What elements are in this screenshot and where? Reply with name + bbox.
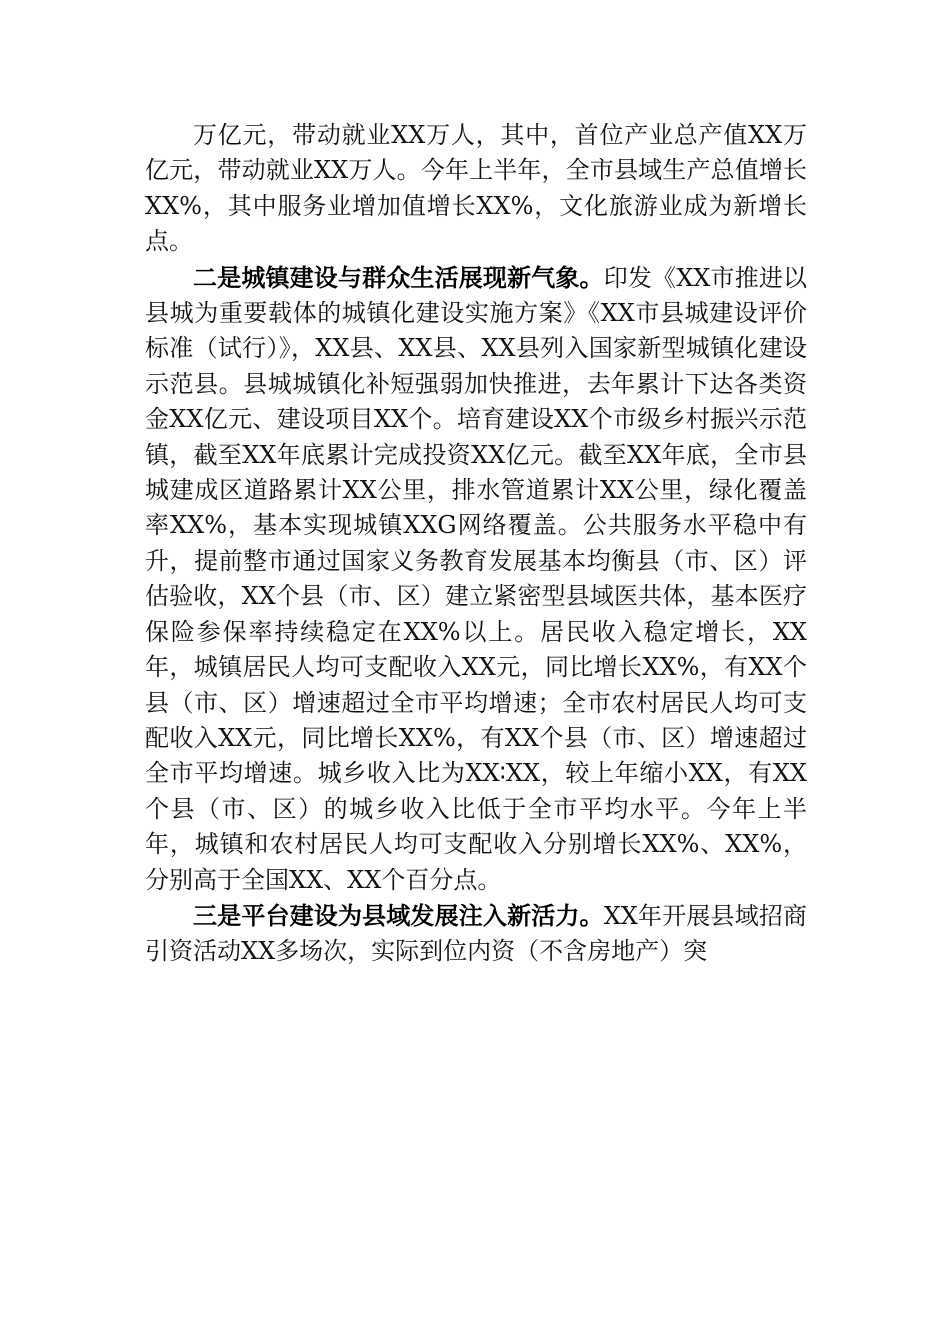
paragraph-2-text: 印发《XX市推进以县城为重要载体的城镇化建设实施方案》《XX市县城建设评价标准（试行）》，XX县、XX县、XX县列入国家新型城镇化建设示范县。县城城镇化补短强弱加快推进，去年累计下达各类资金XX亿元、建设项目XX个。培育建设XX个市级乡村振兴示范镇，截至XX年底累计完成投资XX亿元。截至XX年底，全市县城建成区道路累计XX公里，排水管道累计XX公里，绿化覆盖率XX%，基本实现城镇XXG网络覆盖。公共服务水平稳中有升，提前整市通过国家义务教育发展基本均衡县（市、区）评估验收，XX个县（市、区）建立紧密型县域医共体，基本医疗保险参保率持续稳定在XX%以上。居民收入稳定增长，XX年，城镇居民人均可支配收入XX元，同比增长XX%，有XX个县（市、区）增速超过全市平均增速；全市农村居民人均可支配收入XX元，同比增长XX%，有XX个县（市、区）增速超过全市平均增速。城乡收入比为XX∶XX，较上年缩小XX，有XX个县（市、区）的城乡收入比低于全市平均水平。今年上半年，城镇和农村居民人均可支配收入分别增长XX%、XX%，分别高于全国XX、XX个百分点。 <box>145 263 808 894</box>
paragraph-3-text: XX年开展县域招商引资活动XX多场次，实际到位内资（不含房地产）突 <box>145 901 808 966</box>
paragraph-3 <box>145 898 807 970</box>
paragraph-1-text: 万亿元，带动就业XX万人，其中，首位产业总产值XX万亿元，带动就业XX万人。今年上半年，全市县域生产总值增长XX%，其中服务业增加值增长XX%，文化旅游业成为新增长点。 <box>145 121 807 256</box>
paragraph-2-lead: 二是城镇建设与群众生活展现新气象。 <box>193 262 604 292</box>
body-text <box>145 117 807 970</box>
paragraph-1 <box>145 117 807 260</box>
paragraph-3-lead: 三是平台建设为县域发展注入新活力。 <box>193 900 604 930</box>
paragraph-2 <box>145 260 807 898</box>
